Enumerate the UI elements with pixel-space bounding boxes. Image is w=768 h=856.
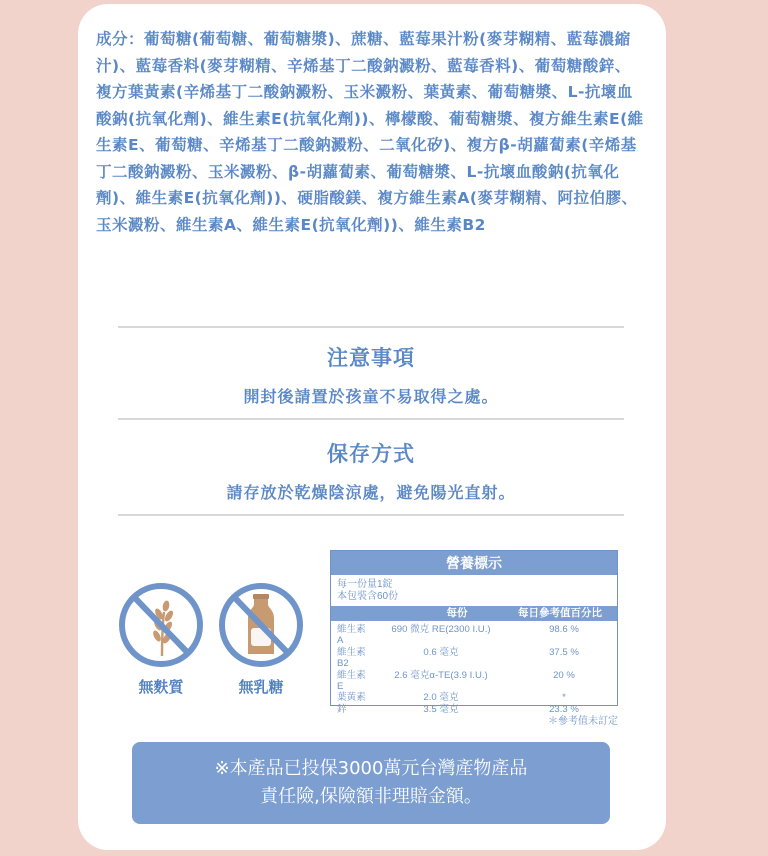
nutrient-daily: * <box>562 692 566 704</box>
banner-line-1: ※本產品已投保3000萬元台灣產物產品 <box>214 758 528 779</box>
precautions-text: 開封後請置於孩童不易取得之處。 <box>243 387 499 406</box>
divider <box>118 418 624 420</box>
table-row <box>331 692 617 703</box>
nutrient-name: 鋅 <box>337 703 347 715</box>
ingredients-text: 成分：葡萄糖(葡萄糖、葡萄糖漿)、蔗糖、藍莓果汁粉(麥芽糊精、藍莓濃縮汁)、藍莓香料(麥芽糊精、辛烯基丁二酸鈉澱粉、藍莓香料)、葡萄糖酸鋅、複方葉黃素(辛烯基丁二酸鈉澱粉、玉米澱粉、葉黃素、葡萄糖漿、L-抗壞血酸鈉(抗氧化劑)、維生素E(抗氧化劑))、檸檬酸、葡萄糖漿、複方維生素E(維生素E、葡萄糖、辛烯基丁二酸鈉澱粉、二氧化矽)、複方β-胡蘿蔔素(辛烯基丁二酸鈉澱粉、玉米澱粉、β-胡蘿蔔素、葡萄糖漿、L-抗壞血酸鈉(抗氧化劑)、維生素E(抗氧化劑))、硬脂酸鎂、複方維生素A(麥芽糊精、阿拉伯膠、玉米澱粉、維生素A、維生素E(抗氧化劑))、維生素B2 <box>96 30 644 234</box>
nutrition-table <box>330 550 618 715</box>
nutrient-amount: 690 微克 RE(2300 I.U.) <box>391 624 491 635</box>
serving-size: 每一份量1錠 <box>337 579 393 590</box>
nutrient-daily: 20 % <box>553 669 575 681</box>
nutrient-name: 維生素E <box>337 669 366 693</box>
nutrient-name: 葉黃素 <box>337 692 366 704</box>
divider <box>118 514 624 516</box>
nutrient-amount: 0.6 毫克 <box>423 646 459 658</box>
gluten-free-label: 無麩質 <box>138 678 184 696</box>
insurance-banner <box>132 742 610 824</box>
serving-info <box>331 575 617 603</box>
nutrition-title: 營養標示 <box>331 551 617 575</box>
nutrient-amount: 3.5 毫克 <box>423 703 459 715</box>
per-serving-header: 每份 <box>446 607 468 619</box>
daily-value-header: 每日參考值百分比 <box>518 607 602 619</box>
servings-per-pack: 本包裝含60份 <box>337 591 399 602</box>
no-wheat-icon <box>118 582 204 668</box>
nutrient-name: 維生素B2 <box>337 646 366 670</box>
nutrient-daily: 37.5 % <box>549 646 579 658</box>
nutrient-amount: 2.6 毫克α-TE(3.9 I.U.) <box>394 669 488 681</box>
reference-note: ＊參考值未訂定 <box>548 716 618 727</box>
nutrient-daily: 98.6 % <box>549 624 579 635</box>
divider <box>118 326 624 328</box>
storage-title: 保存方式 <box>327 442 415 466</box>
nutrient-name: 維生素A <box>337 624 366 647</box>
table-row <box>331 624 617 647</box>
no-milk-icon <box>218 582 304 668</box>
banner-line-2: 責任險,保險額非理賠金額。 <box>260 786 482 807</box>
storage-text: 請存放於乾燥陰涼處，避免陽光直射。 <box>226 483 516 502</box>
nutrition-columns <box>331 606 617 621</box>
nutrient-amount: 2.0 毫克 <box>423 692 459 704</box>
precautions-title: 注意事項 <box>327 346 415 370</box>
nutrient-daily: 23.3 % <box>549 703 579 715</box>
table-row <box>331 647 617 670</box>
lactose-free-label: 無乳糖 <box>238 678 284 696</box>
nutrition-rows <box>331 621 617 715</box>
table-row <box>331 670 617 693</box>
